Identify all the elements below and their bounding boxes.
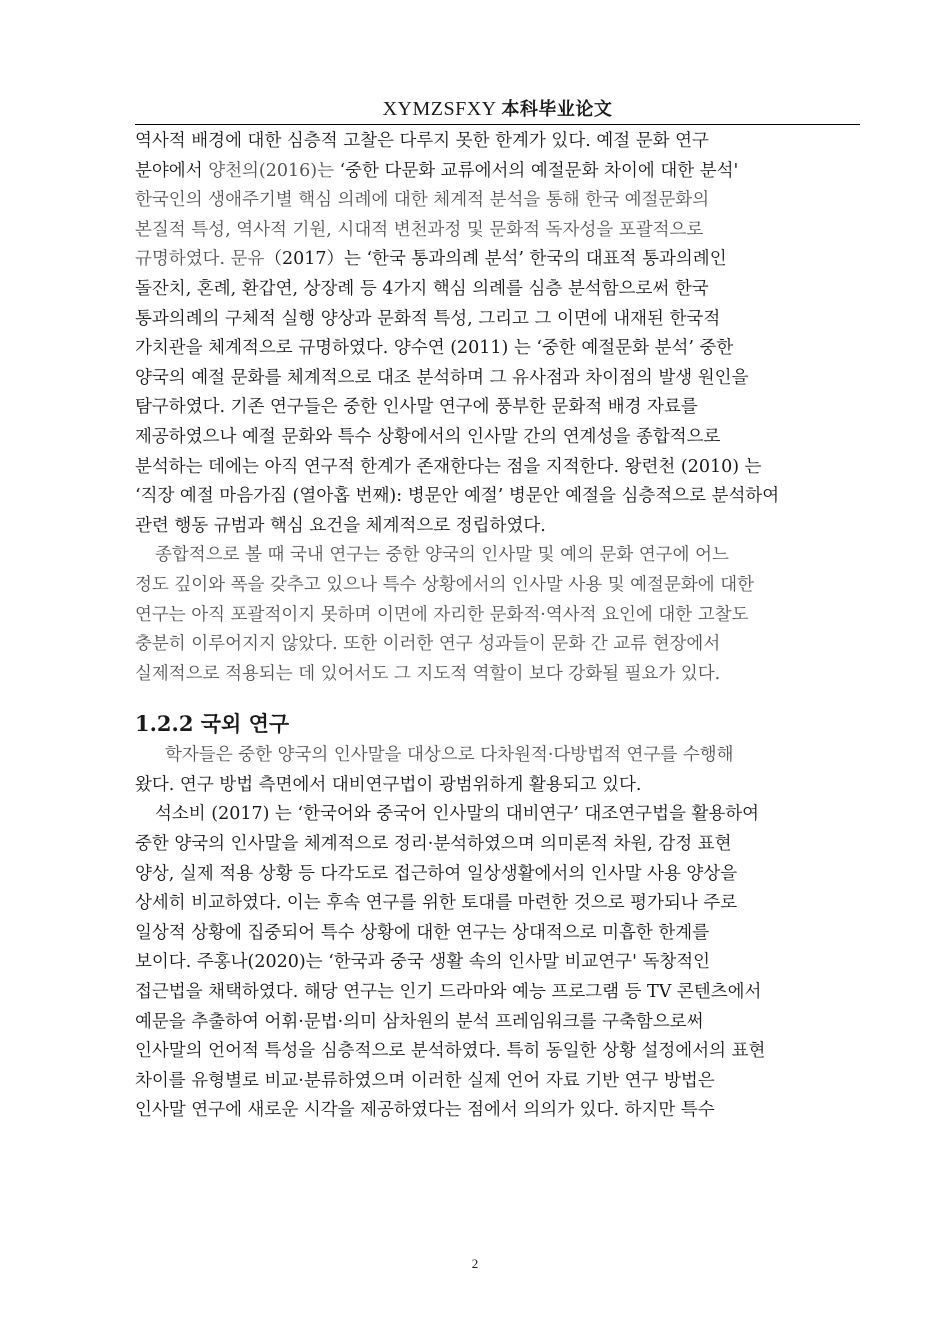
text-line: 차이를 유형별로 비교·분류하였으며 이러한 실제 언어 자료 기반 연구 방법은 xyxy=(135,1070,715,1091)
text-line: 분야에서 양천의(2016)는 ‘중한 다문화 교류에서의 예절문화 차이에 대한 분석' xyxy=(135,160,739,181)
text-line: 인사말의 언어적 특성을 심층적으로 분석하였다. 특히 동일한 상황 설정에서의 표현 xyxy=(135,1041,766,1062)
text-line: 인사말 연구에 새로운 시각을 제공하였다는 점에서 의의가 있다. 하지만 특수 xyxy=(135,1100,715,1121)
text-line: 제공하였으나 예절 문화와 특수 상황에서의 인사말 간의 연계성을 종합적으로 xyxy=(135,426,721,447)
text-line: 돌잔치, 혼례, 환갑연, 상장례 등 4가지 핵심 의례를 심층 분석함으로써 한국 xyxy=(135,278,709,299)
text-line: 충분히 이루어지지 않았다. 또한 이러한 연구 성과들이 문화 간 교류 현장에서 xyxy=(135,634,721,655)
text-line: 규명하였다. 문유（2017）는 ‘한국 통과의례 분석’ 한국의 대표적 통과의례인 xyxy=(135,249,727,270)
text-line: 보이다. 주홍나(2020)는 ‘한국과 중국 생활 속의 인사말 비교연구' 독창적인 xyxy=(135,952,711,973)
text-line: 왔다. 연구 방법 측면에서 대비연구법이 광범위하게 활용되고 있다. xyxy=(135,774,642,795)
page-header xyxy=(135,94,860,125)
text-line: 통과의례의 구체적 실행 양상과 문화적 특성, 그리고 그 이면에 내재된 한국적 xyxy=(135,308,721,329)
text-line: ‘직장 예절 마음가짐 (열아홉 번째): 병문안 예절’ 병문안 예절을 심층적으로 분석하여 xyxy=(135,486,780,507)
text-line: 일상적 상황에 집중되어 특수 상황에 대한 연구는 상대적으로 미흡한 한계를 xyxy=(135,922,710,943)
text-line: 종합적으로 볼 때 국내 연구는 중한 양국의 인사말 및 예의 문화 연구에 어느 xyxy=(155,545,729,566)
text-line: 양국의 예절 문화를 체계적으로 대조 분석하며 그 유사점과 차이점의 발생 원인을 xyxy=(135,367,749,388)
section-title: 1.2.2 국외 연구 xyxy=(135,711,290,737)
text-line: 상세히 비교하였다. 이는 후속 연구를 위한 토대를 마련한 것으로 평가되나 주로 xyxy=(135,893,738,914)
paragraph-3 xyxy=(135,741,860,800)
header-latin: XYMZSFXY xyxy=(382,98,496,120)
text-line: 역사적 배경에 대한 심층적 고찰은 다루지 못한 한계가 있다. 예절 문화 연구 xyxy=(135,131,709,151)
text-line: 학자들은 중한 양국의 인사말을 대상으로 다차원적·다방법적 연구를 수행해 xyxy=(165,745,734,766)
text-line: 석소비 (2017) 는 ‘한국어와 중국어 인사말의 대비연구’ 대조연구법을 활용하여 xyxy=(155,804,760,825)
paragraph-4 xyxy=(135,800,860,1126)
text-line: 접근법을 채택하였다. 해당 연구는 인기 드라마와 예능 프로그램 등 TV 콘텐츠에서 xyxy=(135,982,762,1003)
paragraph-2 xyxy=(135,541,860,689)
document-body xyxy=(135,127,860,1126)
text-line: 정도 깊이와 폭을 갖추고 있으나 특수 상황에서의 인사말 사용 및 예절문화에 대한 xyxy=(135,574,755,595)
paragraph-1 xyxy=(135,127,860,541)
text-line: 중한 양국의 인사말을 체계적으로 정리·분석하였으며 의미론적 차원, 감정 표현 xyxy=(135,834,732,855)
page-number: 2 xyxy=(471,1256,479,1271)
text-line: 양상, 실제 적용 상황 등 다각도로 접근하여 일상생활에서의 인사말 사용 양상을 xyxy=(135,863,738,884)
text-line: 한국인의 생애주기별 핵심 의례에 대한 체계적 분석을 통해 한국 예절문화의 xyxy=(135,190,710,211)
text-line: 관련 행동 규범과 핵심 요건을 체계적으로 정립하였다. xyxy=(135,515,546,536)
header-cn: 本科毕业论文 xyxy=(501,99,613,120)
text-line: 본질적 특성, 역사적 기원, 시대적 변천과정 및 문화적 독자성을 포괄적으로 xyxy=(135,219,704,240)
text-line: 분석하는 데에는 아직 연구적 한계가 존재한다는 점을 지적한다. 왕련천 (2010) 는 xyxy=(135,456,762,477)
text-line: 연구는 아직 포괄적이지 못하며 이면에 자리한 문화적·역사적 요인에 대한 고찰도 xyxy=(135,604,749,625)
text-line: 예문을 추출하여 어휘·문법·의미 삼차원의 분석 프레임워크를 구축함으로써 xyxy=(135,1011,704,1032)
text-line: 실제적으로 적용되는 데 있어서도 그 지도적 역할이 보다 강화될 필요가 있다. xyxy=(135,663,721,684)
text-line: 탐구하였다. 기존 연구들은 중한 인사말 연구에 풍부한 문화적 배경 자료를 xyxy=(135,397,698,418)
text-line: 가치관을 체계적으로 규명하였다. 양수연 (2011) 는 ‘중한 예절문화 분석’ 중한 xyxy=(135,338,734,359)
